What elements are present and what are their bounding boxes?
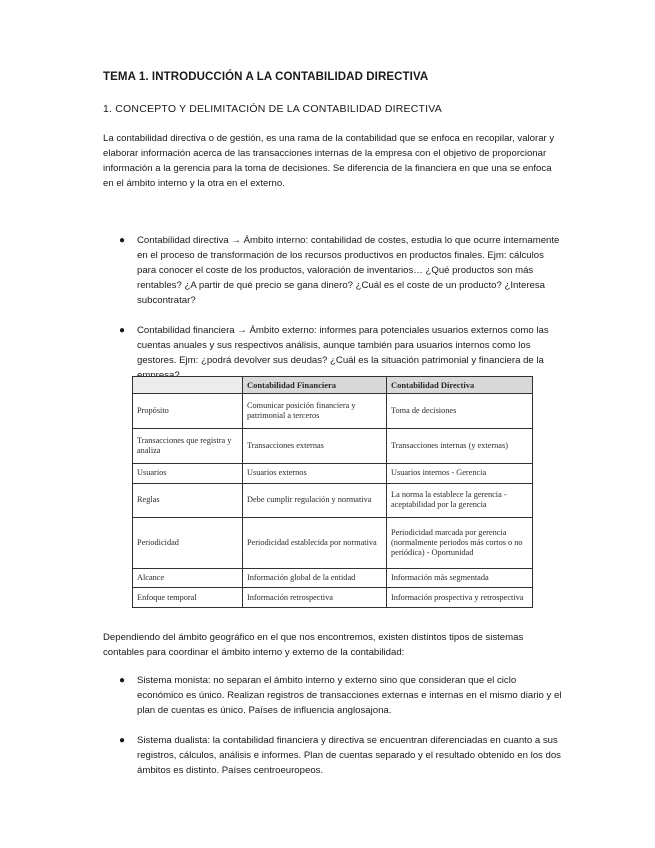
table-header-cell: Contabilidad Financiera <box>243 377 387 394</box>
intro-paragraph: La contabilidad directiva o de gestión, es una rama de la contabilidad que se enfoca en recopilar, valorar y elaborar información acerca de las transacciones internas de la empresa con el objetivo de proporcionar información a la gerencia para la toma de decisiones. Se diferencia de la financiera en que una se enfoca en el ámbito interno y la otra en el externo. <box>103 133 555 189</box>
table-cell-label: Transacciones que registra y analiza <box>133 428 243 463</box>
table-cell: Información más segmentada <box>387 568 533 588</box>
table-cell-label: Periodicidad <box>133 518 243 568</box>
table-cell-label: Enfoque temporal <box>133 588 243 608</box>
table-cell: Usuarios internos - Gerencia <box>387 463 533 483</box>
bullet-icon: ● <box>119 675 126 686</box>
table-cell: La norma la establece la gerencia - aceptabilidad por la gerencia <box>387 483 533 518</box>
systems-intro-paragraph: Dependiendo del ámbito geográfico en el que nos encontremos, existen distintos tipos de sistemas contables para coordinar el ámbito interno y externo de la contabilidad: <box>103 632 524 658</box>
table-cell: Periodicidad marcada por gerencia (normalmente periodos más cortos o no periódica) - Oportunidad <box>387 518 533 568</box>
bullet-list-sistemas <box>103 673 563 778</box>
bullet-icon: ● <box>119 325 126 336</box>
list-item-text: Contabilidad financiera → Ámbito externo: informes para potenciales usuarios externos como las cuentas anuales y sus respectivos análisis, aunque también para usuarios internos como los gestores. Ejm: ¿podrá devolver sus deudas? ¿Cuál es la situación patrimonial y financiera de la <box>137 325 549 366</box>
table-cell-label: Reglas <box>133 483 243 518</box>
table-row <box>133 483 533 518</box>
table-cell: Periodicidad establecida por normativa <box>243 518 387 568</box>
table-row <box>133 394 533 429</box>
list-item-text: Sistema monista: no separan el ámbito interno y externo sino que consideran que el ciclo económico es único. Realizan registros de transacciones externas e internas en el mismo diario y el plan de cuentas es único. Países de influencia anglosajona. <box>137 675 562 716</box>
table-cell: Toma de decisiones <box>387 394 533 429</box>
table-cell: Usuarios externos <box>243 463 387 483</box>
table-cell: Comunicar posición financiera y patrimonial a terceros <box>243 394 387 429</box>
bullet-icon: ● <box>119 235 126 246</box>
table-row <box>133 568 533 588</box>
table-row <box>133 428 533 463</box>
table-row <box>133 518 533 568</box>
table-header-cell: Contabilidad Directiva <box>387 377 533 394</box>
comparison-table <box>132 376 532 608</box>
table-cell-label: Usuarios <box>133 463 243 483</box>
section-heading: 1. CONCEPTO Y DELIMITACIÓN DE LA CONTABILIDAD DIRECTIVA <box>103 103 442 115</box>
bullet-list-ambitos <box>103 233 563 383</box>
table-cell-label: Alcance <box>133 568 243 588</box>
table-row <box>133 588 533 608</box>
bullet-icon: ● <box>119 735 126 746</box>
list-item <box>103 233 563 308</box>
table-header-row <box>133 377 533 394</box>
table-cell: Transacciones internas (y externas) <box>387 428 533 463</box>
list-item-text: Sistema dualista: la contabilidad financiera y directiva se encuentran diferenciadas en cuanto a sus registros, cálculos, análisis e informes. Plan de cuentas separado y el resultado obtenido en los dos ámbitos es distinto. Países centroeuropeos. <box>137 735 561 776</box>
table-cell: Transacciones externas <box>243 428 387 463</box>
list-item <box>103 673 563 718</box>
table-cell-label: Propósito <box>133 394 243 429</box>
table-cell: Información retrospectiva <box>243 588 387 608</box>
table-row <box>133 463 533 483</box>
table-cell: Información prospectiva y retrospectiva <box>387 588 533 608</box>
page-title: TEMA 1. INTRODUCCIÓN A LA CONTABILIDAD DIRECTIVA <box>103 71 429 83</box>
comparison-table-grid <box>132 376 533 608</box>
list-item <box>103 323 563 383</box>
table-cell: Debe cumplir regulación y normativa <box>243 483 387 518</box>
list-item-text: Contabilidad directiva → Ámbito interno: contabilidad de costes, estudia lo que ocurre internamente en el proceso de transformación de los recursos productivos en productos finales. Ejm: cálculos para conocer el coste de los productos, valoración de inventarios… ¿Qué productos son más rentables? ¿A partir de qué precio se gana dinero? ¿Cuál es el coste de un producto? ¿Interesa subcontratar? <box>137 235 560 306</box>
table-cell: Información global de la entidad <box>243 568 387 588</box>
table-header-cell <box>133 377 243 394</box>
list-item <box>103 733 563 778</box>
